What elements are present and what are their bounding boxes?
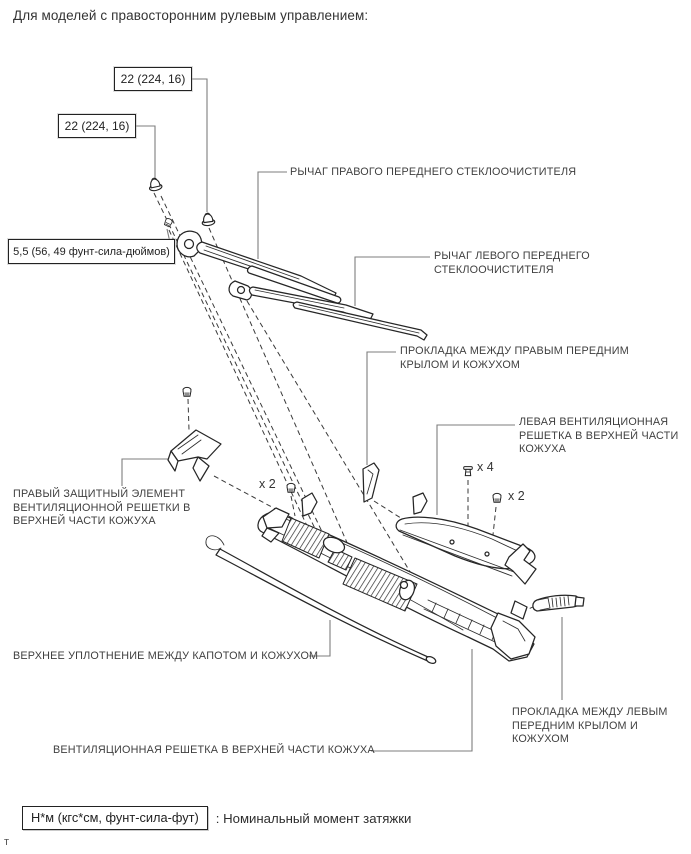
torque-legend-box: Н*м (кгс*см, фунт-сила-фут) [22, 806, 208, 830]
label-line: РЫЧАГ ПРАВОГО ПЕРЕДНЕГО СТЕКЛООЧИСТИТЕЛЯ [290, 166, 577, 178]
cowl-screw-icon [287, 483, 295, 492]
qty-marker-x4: x 4 [477, 460, 494, 474]
corner-mark: т [4, 836, 10, 848]
cowl-vent-grille-drawing [258, 493, 535, 661]
right-fender-gasket-drawing [363, 463, 379, 502]
torque-callout-22-a [114, 67, 192, 91]
label-right-vent-protector [13, 488, 190, 529]
wiper-nut-icon [148, 177, 163, 192]
wiper-nut-icon [201, 212, 215, 226]
left-vent-grille-drawing [396, 517, 536, 584]
torque-value: 22 (224, 16) [120, 72, 186, 86]
qty-marker-x2-left: x 2 [259, 477, 276, 491]
label-left-front-wiper-arm [434, 250, 590, 277]
label-left-vent-grille [519, 416, 678, 457]
torque-callout-55 [8, 239, 175, 264]
torque-legend [22, 806, 411, 830]
label-line: ПРОКЛАДКА МЕЖДУ ЛЕВЫМ [512, 706, 668, 718]
label-left-fender-gasket [512, 706, 668, 747]
protector-screw-icon [183, 387, 191, 396]
label-cowl-vent-grille [53, 744, 375, 758]
left-fender-gasket-drawing [533, 595, 584, 611]
torque-callout-22-b [58, 114, 136, 138]
torque-value: 5,5 (56, 49 фунт-сила-дюймов) [13, 245, 170, 258]
right-vent-protector-drawing [168, 430, 221, 481]
torque-legend-description: : Номинальный момент затяжки [215, 810, 412, 826]
label-line: СТЕКЛООЧИСТИТЕЛЯ [434, 263, 554, 276]
label-line: ПРАВЫЙ ЗАЩИТНЫЙ ЭЛЕМЕНТ [13, 488, 186, 500]
vent-screw-icon [493, 493, 501, 502]
label-line: ВЕНТИЛЯЦИОННОЙ РЕШЕТКИ В [13, 501, 191, 514]
label-hood-seal [13, 650, 318, 664]
label-line: КРЫЛОМ И КОЖУХОМ [400, 358, 521, 371]
label-line: КОЖУХОМ [512, 733, 570, 746]
small-screw-icon [164, 218, 173, 228]
label-line: ПРОКЛАДКА МЕЖДУ ПРАВЫМ ПЕРЕДНИМ [400, 345, 629, 357]
label-right-front-wiper-arm [290, 166, 576, 180]
label-line: ВЕРХНЕЕ УПЛОТНЕНИЕ МЕЖДУ КАПОТОМ И КОЖУХОМ [13, 650, 319, 662]
label-line: ПЕРЕДНИМ КРЫЛОМ И [512, 719, 638, 732]
label-line: ЛЕВАЯ ВЕНТИЛЯЦИОННАЯ [519, 416, 669, 428]
label-line: КОЖУХА [519, 443, 566, 456]
label-line: РЕШЕТКА В ВЕРХНЕЙ ЧАСТИ [519, 429, 679, 442]
vent-clip-icon [464, 467, 473, 476]
label-line: ВЕНТИЛЯЦИОННАЯ РЕШЕТКА В ВЕРХНЕЙ ЧАСТИ КОЖУХА [53, 744, 375, 756]
label-line: РЫЧАГ ЛЕВОГО ПЕРЕДНЕГО [434, 250, 590, 262]
label-line: ВЕРХНЕЙ ЧАСТИ КОЖУХА [13, 515, 156, 528]
torque-value: 22 (224, 16) [64, 119, 130, 133]
qty-marker-x2-right: x 2 [508, 489, 525, 503]
label-right-fender-gasket [400, 345, 629, 372]
page-title: Для моделей с правосторонним рулевым управлением: [13, 8, 369, 23]
